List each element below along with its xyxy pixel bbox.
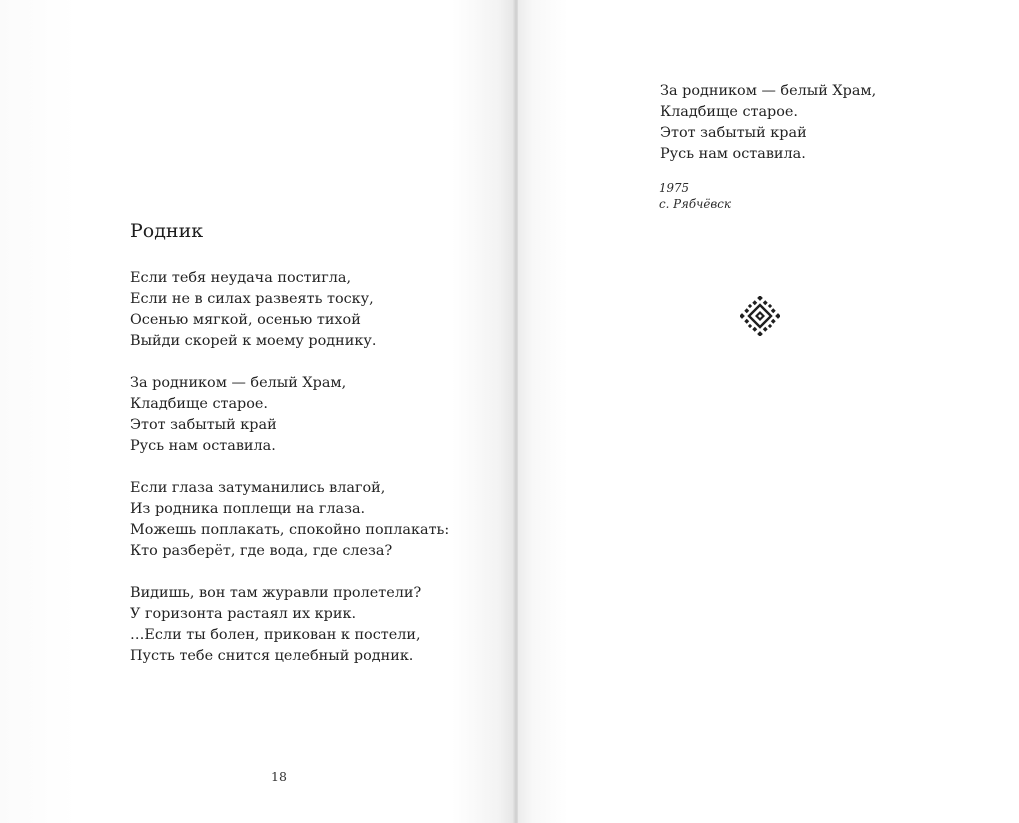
- right-stanza: [660, 81, 876, 165]
- poem-line: Русь нам оставила.: [660, 146, 806, 162]
- page-number: 18: [271, 769, 287, 784]
- poem-line: Кладбище старое.: [660, 104, 799, 120]
- poem-line: Осенью мягкой, осенью тихой: [130, 312, 361, 328]
- poem-signature: [659, 180, 731, 212]
- poem-line: Из родника поплещи на глаза.: [130, 501, 366, 517]
- poem-line: Если глаза затуманились влагой,: [130, 480, 386, 496]
- poem-line: Русь нам оставила.: [130, 438, 276, 454]
- poem-line: Если тебя неудача постигла,: [130, 270, 352, 286]
- stanza-4: [130, 583, 421, 667]
- poem-line: Кто разберёт, где вода, где слеза?: [130, 543, 393, 559]
- poem-line: Можешь поплакать, спокойно поплакать:: [130, 522, 450, 538]
- ornament-icon: [740, 296, 780, 336]
- poem-line: Кладбище старое.: [130, 396, 269, 412]
- poem-year: 1975: [659, 181, 690, 195]
- stanza-2: [130, 373, 346, 457]
- poem-line: Выйди скорей к моему роднику.: [130, 333, 377, 349]
- poem-line: Если не в силах развеять тоску,: [130, 291, 374, 307]
- stanza-1: [130, 268, 376, 352]
- poem-line: У горизонта растаял их крик.: [130, 606, 357, 622]
- poem-line: Видишь, вон там журавли пролетели?: [130, 585, 422, 601]
- poem-place: с. Рябчёвск: [659, 197, 731, 211]
- poem-line: Пусть тебе снится целебный родник.: [130, 648, 414, 664]
- poem-line: Этот забытый край: [660, 125, 807, 141]
- stanza-3: [130, 478, 449, 562]
- poem-line: Этот забытый край: [130, 417, 277, 433]
- poem-title: Родник: [130, 220, 204, 242]
- poem-line: …Если ты болен, прикован к постели,: [130, 627, 421, 643]
- poem-line: За родником — белый Храм,: [130, 375, 347, 391]
- poem-line: За родником — белый Храм,: [660, 83, 877, 99]
